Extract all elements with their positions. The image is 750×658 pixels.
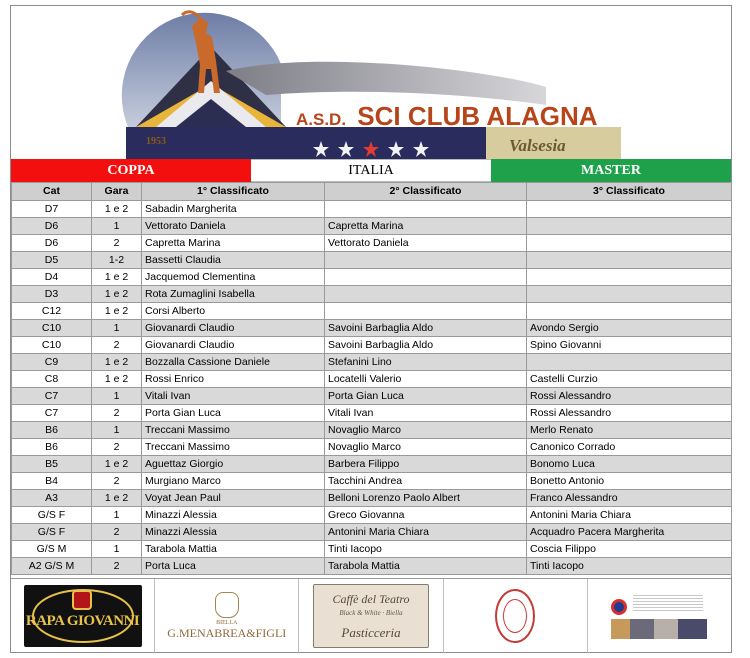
table-row bbox=[12, 388, 732, 405]
cell-first: Giovanardi Claudio bbox=[142, 320, 325, 337]
menabrea-name: G.MENABREA&FIGLI bbox=[167, 625, 287, 640]
cell-gara: 1 bbox=[92, 507, 142, 524]
cell-cat: G/S F bbox=[12, 507, 92, 524]
cell-third: Rossi Alessandro bbox=[527, 405, 732, 422]
header-second: 2° Classificato bbox=[325, 183, 527, 201]
cell-gara: 1 bbox=[92, 541, 142, 558]
cell-first: Capretta Marina bbox=[142, 235, 325, 252]
caffe-teatro-logo bbox=[313, 584, 429, 648]
cell-cat: C9 bbox=[12, 354, 92, 371]
cell-gara: 2 bbox=[92, 473, 142, 490]
cell-cat: D6 bbox=[12, 235, 92, 252]
table-row bbox=[12, 303, 732, 320]
cell-second: Capretta Marina bbox=[325, 218, 527, 235]
cell-cat: A2 G/S M bbox=[12, 558, 92, 575]
cell-cat: G/S M bbox=[12, 541, 92, 558]
cell-first: Vettorato Daniela bbox=[142, 218, 325, 235]
rapa-giovanni-logo bbox=[24, 585, 142, 647]
cell-cat: B4 bbox=[12, 473, 92, 490]
cell-gara: 1 e 2 bbox=[92, 303, 142, 320]
cell-second: Savoini Barbaglia Aldo bbox=[325, 320, 527, 337]
cell-third: Franco Alessandro bbox=[527, 490, 732, 507]
cell-cat: D4 bbox=[12, 269, 92, 286]
table-row bbox=[12, 337, 732, 354]
cell-cat: D3 bbox=[12, 286, 92, 303]
sponsor-strip bbox=[11, 578, 731, 653]
cell-gara: 2 bbox=[92, 524, 142, 541]
rapa-giovanni-text: RAPA GIOVANNI bbox=[25, 613, 140, 629]
cell-gara: 2 bbox=[92, 558, 142, 575]
cell-second: Greco Giovanna bbox=[325, 507, 527, 524]
table-row bbox=[12, 218, 732, 235]
cell-third bbox=[527, 303, 732, 320]
cell-first: Porta Luca bbox=[142, 558, 325, 575]
cell-gara: 1 e 2 bbox=[92, 286, 142, 303]
cell-second: Porta Gian Luca bbox=[325, 388, 527, 405]
results-table bbox=[11, 182, 732, 575]
table-row bbox=[12, 252, 732, 269]
cell-cat: G/S F bbox=[12, 524, 92, 541]
cell-gara: 1 e 2 bbox=[92, 371, 142, 388]
sponsor-rapa-giovanni bbox=[11, 579, 155, 653]
cell-first: Vitali Ivan bbox=[142, 388, 325, 405]
cell-first: Minazzi Alessia bbox=[142, 507, 325, 524]
club-asd: A.S.D. bbox=[296, 110, 347, 129]
cell-second bbox=[325, 201, 527, 218]
cell-gara: 1 bbox=[92, 320, 142, 337]
band-italia: ITALIA bbox=[251, 159, 491, 182]
menabrea-emblem-icon bbox=[215, 592, 239, 618]
cell-third: Canonico Corrado bbox=[527, 439, 732, 456]
cell-cat: A3 bbox=[12, 490, 92, 507]
cell-third bbox=[527, 218, 732, 235]
table-row bbox=[12, 473, 732, 490]
club-year: 1953 bbox=[146, 136, 166, 147]
cell-first: Treccani Massimo bbox=[142, 422, 325, 439]
cell-second bbox=[325, 269, 527, 286]
cell-third: Merlo Renato bbox=[527, 422, 732, 439]
cell-second: Savoini Barbaglia Aldo bbox=[325, 337, 527, 354]
cell-second: Tacchini Andrea bbox=[325, 473, 527, 490]
table-row bbox=[12, 439, 732, 456]
cell-third bbox=[527, 354, 732, 371]
table-row bbox=[12, 490, 732, 507]
header-third: 3° Classificato bbox=[527, 183, 732, 201]
cell-cat: D5 bbox=[12, 252, 92, 269]
sponsor-caffe-teatro bbox=[299, 579, 443, 653]
cell-first: Treccani Massimo bbox=[142, 439, 325, 456]
cell-second bbox=[325, 303, 527, 320]
table-row bbox=[12, 354, 732, 371]
table-row bbox=[12, 456, 732, 473]
cell-third bbox=[527, 252, 732, 269]
menabrea-logo bbox=[167, 592, 286, 641]
title-band bbox=[11, 159, 731, 182]
cell-third: Avondo Sergio bbox=[527, 320, 732, 337]
cell-cat: C12 bbox=[12, 303, 92, 320]
cell-cat: C7 bbox=[12, 388, 92, 405]
cell-second: Tarabola Mattia bbox=[325, 558, 527, 575]
band-master: MASTER bbox=[491, 159, 731, 182]
cell-second bbox=[325, 252, 527, 269]
cell-cat: C7 bbox=[12, 405, 92, 422]
cell-second: Tinti Iacopo bbox=[325, 541, 527, 558]
cell-cat: B6 bbox=[12, 422, 92, 439]
club-place: Valsesia bbox=[509, 136, 566, 155]
caffe-line2: Black & White · Biella bbox=[339, 609, 403, 617]
cell-cat: D7 bbox=[12, 201, 92, 218]
cell-first: Tarabola Mattia bbox=[142, 541, 325, 558]
band-coppa: COPPA bbox=[11, 159, 251, 182]
cell-gara: 2 bbox=[92, 405, 142, 422]
cell-first: Bozzalla Cassione Daniele bbox=[142, 354, 325, 371]
cell-first: Corsi Alberto bbox=[142, 303, 325, 320]
cell-cat: C8 bbox=[12, 371, 92, 388]
cell-third: Castelli Curzio bbox=[527, 371, 732, 388]
cell-first: Porta Gian Luca bbox=[142, 405, 325, 422]
cell-second: Stefanini Lino bbox=[325, 354, 527, 371]
cell-second: Novaglio Marco bbox=[325, 422, 527, 439]
table-row bbox=[12, 507, 732, 524]
cell-first: Bassetti Claudia bbox=[142, 252, 325, 269]
cell-third: Bonetto Antonio bbox=[527, 473, 732, 490]
cell-gara: 1 bbox=[92, 218, 142, 235]
menabrea-city: BIELLA bbox=[216, 619, 238, 626]
cell-first: Minazzi Alessia bbox=[142, 524, 325, 541]
cell-third: Acquadro Pacera Margherita bbox=[527, 524, 732, 541]
table-row bbox=[12, 405, 732, 422]
cell-second bbox=[325, 286, 527, 303]
table-row bbox=[12, 286, 732, 303]
club-name bbox=[296, 101, 598, 132]
cell-cat: D6 bbox=[12, 218, 92, 235]
header-cat: Cat bbox=[12, 183, 92, 201]
table-row bbox=[12, 422, 732, 439]
cell-second: Antonini Maria Chiara bbox=[325, 524, 527, 541]
cell-cat: C10 bbox=[12, 337, 92, 354]
cell-third bbox=[527, 269, 732, 286]
cell-first: Jacquemod Clementina bbox=[142, 269, 325, 286]
cell-third: Bonomo Luca bbox=[527, 456, 732, 473]
cell-first: Giovanardi Claudio bbox=[142, 337, 325, 354]
corbetta-logo-icon bbox=[495, 589, 535, 643]
cell-third bbox=[527, 201, 732, 218]
cell-third: Tinti Iacopo bbox=[527, 558, 732, 575]
results-sheet bbox=[10, 5, 732, 653]
caffe-line1: Caffè del Teatro bbox=[332, 592, 410, 606]
table-row bbox=[12, 201, 732, 218]
cell-third bbox=[527, 235, 732, 252]
table-row bbox=[12, 235, 732, 252]
cell-gara: 2 bbox=[92, 337, 142, 354]
cell-cat: B6 bbox=[12, 439, 92, 456]
cell-second: Vitali Ivan bbox=[325, 405, 527, 422]
sponsor-corbetta bbox=[444, 579, 588, 653]
cell-second: Barbera Filippo bbox=[325, 456, 527, 473]
cell-third: Spino Giovanni bbox=[527, 337, 732, 354]
club-logo bbox=[116, 9, 631, 159]
header-gara: Gara bbox=[92, 183, 142, 201]
cell-gara: 1 e 2 bbox=[92, 269, 142, 286]
sponsor-menabrea bbox=[155, 579, 299, 653]
table-row bbox=[12, 371, 732, 388]
cell-gara: 1 e 2 bbox=[92, 354, 142, 371]
club-name-text: SCI CLUB ALAGNA bbox=[357, 101, 598, 131]
cell-second: Belloni Lorenzo Paolo Albert bbox=[325, 490, 527, 507]
cell-third: Rossi Alessandro bbox=[527, 388, 732, 405]
cell-gara: 1-2 bbox=[92, 252, 142, 269]
cell-first: Aguettaz Giorgio bbox=[142, 456, 325, 473]
table-row bbox=[12, 524, 732, 541]
cell-gara: 1 e 2 bbox=[92, 201, 142, 218]
cell-gara: 1 e 2 bbox=[92, 490, 142, 507]
cell-first: Murgiano Marco bbox=[142, 473, 325, 490]
cell-third bbox=[527, 286, 732, 303]
caffe-line3: Pasticceria bbox=[341, 625, 401, 640]
cell-first: Sabadin Margherita bbox=[142, 201, 325, 218]
cell-gara: 1 bbox=[92, 422, 142, 439]
cell-gara: 2 bbox=[92, 235, 142, 252]
cell-third: Coscia Filippo bbox=[527, 541, 732, 558]
round-emblem-icon bbox=[611, 599, 627, 615]
table-row bbox=[12, 558, 732, 575]
cell-first: Rota Zumaglini Isabella bbox=[142, 286, 325, 303]
table-header-row bbox=[12, 183, 732, 201]
table-row bbox=[12, 541, 732, 558]
sponsor-fifth bbox=[588, 579, 731, 653]
cell-gara: 2 bbox=[92, 439, 142, 456]
crest-icon bbox=[72, 590, 92, 610]
cell-cat: C10 bbox=[12, 320, 92, 337]
cell-gara: 1 bbox=[92, 388, 142, 405]
cell-first: Voyat Jean Paul bbox=[142, 490, 325, 507]
cell-third: Antonini Maria Chiara bbox=[527, 507, 732, 524]
header-first: 1° Classificato bbox=[142, 183, 325, 201]
cell-gara: 1 e 2 bbox=[92, 456, 142, 473]
cell-cat: B5 bbox=[12, 456, 92, 473]
cell-second: Vettorato Daniela bbox=[325, 235, 527, 252]
cell-second: Locatelli Valerio bbox=[325, 371, 527, 388]
fifth-sponsor-logo bbox=[609, 591, 709, 641]
cell-first: Rossi Enrico bbox=[142, 371, 325, 388]
cell-second: Novaglio Marco bbox=[325, 439, 527, 456]
table-row bbox=[12, 269, 732, 286]
table-row bbox=[12, 320, 732, 337]
